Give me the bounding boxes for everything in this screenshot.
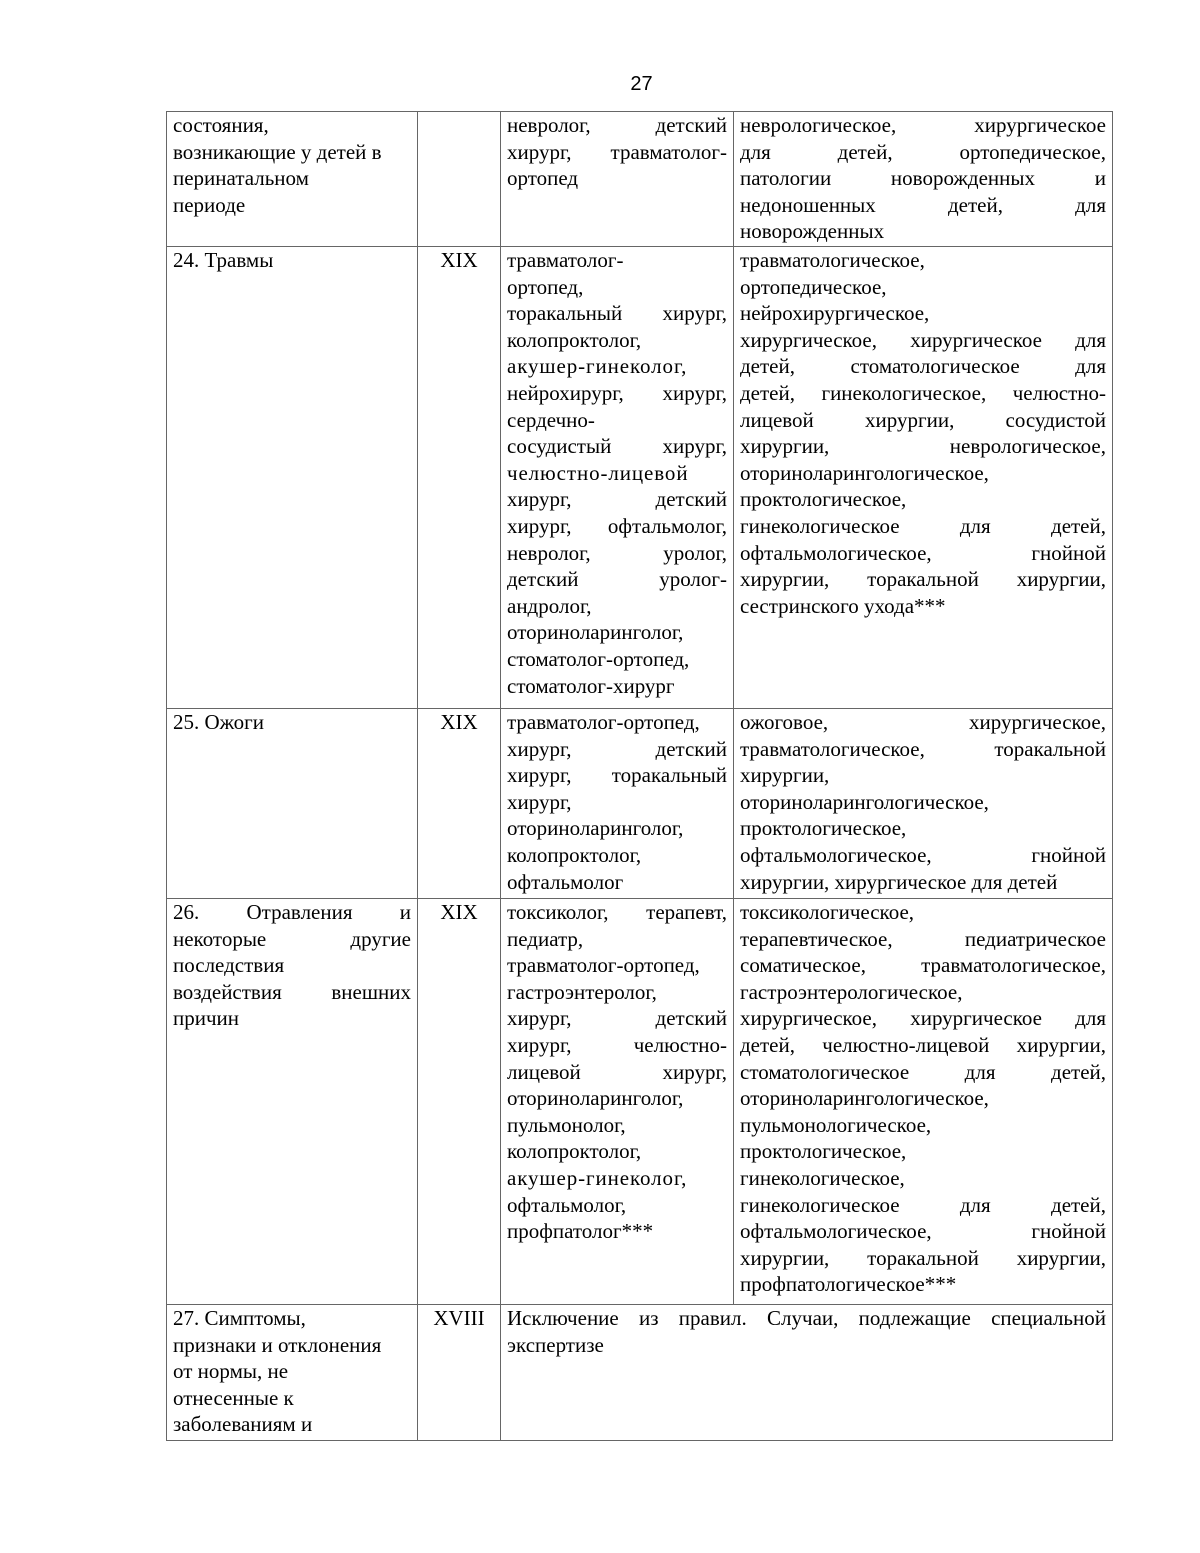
specialists-cell [501,899,734,1305]
specialists-line: офтальмолог [507,869,624,894]
icd-class-cell: XIX [418,247,501,709]
profiles-line: соматическое, травматологическое, [740,953,1106,978]
specialists-line: ортопед, [507,274,584,299]
profiles-line: проктологическое, [740,816,907,841]
disease-group-line: 27. Симптомы, [173,1306,306,1330]
profiles-line: профпатологическое*** [740,1272,957,1297]
profiles-line: травматологическое, [740,248,925,272]
profiles-line: хирургии, хирургическое для детей [740,869,1058,894]
specialists-line: хирург, офтальмолог, [507,513,727,538]
specialists-line: челюстно-лицевой [507,460,689,485]
profiles-cell [734,247,1113,709]
profiles-line: патологии новорожденных и [740,166,1106,191]
profiles-line: гастроэнтерологическое, [740,979,963,1004]
profiles-line: хирургии, неврологическое, [740,434,1106,459]
specialists-line: хирург, детский [507,736,727,761]
profiles-line: токсикологическое, [740,900,915,924]
disease-group-line: воздействия внешних [173,979,411,1004]
specialists-line: хирург, детский [507,487,727,512]
disease-group-cell [167,899,418,1305]
specialists-line: профпатолог*** [507,1219,654,1244]
specialists-line: токсиколог, терапевт, [507,900,727,924]
specialists-line: детский уролог- [507,567,727,592]
profiles-line: оториноларингологическое, [740,789,989,814]
profiles-line: недоношенных детей, для [740,192,1106,217]
disease-group-line: от нормы, не [173,1359,289,1384]
profiles-line: детей, гинекологическое, челюстно- [740,380,1106,405]
disease-group-line: перинатальном [173,166,309,191]
profiles-line: оториноларингологическое, [740,460,989,485]
disease-group-line: возникающие у детей в [173,139,382,164]
disease-group-line: причин [173,1006,240,1031]
icd-class-cell [418,112,501,247]
profiles-line: стоматологическое для детей, [740,1059,1106,1084]
icd-class-cell: XIX [418,709,501,899]
specialists-line: хирург, челюстно- [507,1032,727,1057]
table-row [167,112,1113,247]
profiles-line: офтальмологическое, гнойной [740,540,1106,565]
specialists-line: хирург, травматолог- [507,139,727,164]
specialists-line: стоматолог-хирург [507,673,675,698]
specialists-line: сердечно- [507,407,595,432]
disease-group-line: состояния, [173,113,269,137]
table-row [167,709,1113,899]
profiles-line: детей, стоматологическое для [740,354,1106,379]
specialists-line: оториноларинголог, [507,1086,684,1111]
table-row [167,247,1113,709]
disease-group-line: последствия [173,953,285,978]
profiles-line: хирургическое, хирургическое для [740,327,1106,352]
profiles-line: проктологическое, [740,487,907,512]
specialists-line: ортопед [507,166,579,191]
profiles-line: хирургии, [740,763,830,788]
disease-profile-table [166,111,1113,1441]
profiles-line: нейрохирургическое, [740,301,930,326]
profiles-cell [734,112,1113,247]
specialists-line: колопроктолог, [507,842,642,867]
profiles-cell [734,899,1113,1305]
specialists-line: сосудистый хирург, [507,434,727,459]
merged-note-cell [501,1305,1113,1441]
table-row [167,899,1113,1305]
profiles-line: травматологическое, торакальной [740,736,1106,761]
profiles-line: офтальмологическое, гнойной [740,842,1106,867]
specialists-line: нейрохирург, хирург, [507,380,727,405]
disease-group-line: 26. Отравления и [173,900,411,924]
specialists-line: андролог, [507,593,592,618]
specialists-line: невролог, детский [507,113,727,137]
specialists-line: колопроктолог, [507,1139,642,1164]
specialists-line: пульмонолог, [507,1112,626,1137]
profiles-line: хирургии, торакальной хирургии, [740,567,1106,592]
icd-class-cell: XIX [418,899,501,1305]
profiles-line: хирургическое, хирургическое для [740,1006,1106,1031]
profiles-cell [734,709,1113,899]
specialists-line: невролог, уролог, [507,540,727,565]
note-line: Исключение из правил. Случаи, подлежащие специальной [507,1306,1106,1330]
disease-group-line: заболеваниям и [173,1412,313,1437]
profiles-line: детей, челюстно-лицевой хирургии, [740,1032,1106,1057]
profiles-line: сестринского ухода*** [740,593,946,618]
profiles-line: оториноларингологическое, [740,1086,989,1111]
profiles-line: новорожденных [740,219,885,244]
table-row [167,1305,1113,1441]
specialists-line: хирург, торакальный [507,763,727,788]
note-line: экспертизе [507,1332,604,1357]
page-number: 27 [630,73,653,95]
disease-group-cell [167,247,418,709]
specialists-cell [501,247,734,709]
profiles-line: гинекологическое для детей, [740,1192,1106,1217]
specialists-line: гастроэнтеролог, [507,979,657,1004]
disease-group-line: периоде [173,192,246,217]
specialists-line: акушер-гинеколог, [507,354,688,379]
specialists-line: хирург, [507,789,572,814]
profiles-line: гинекологическое для детей, [740,513,1106,538]
specialists-cell [501,112,734,247]
specialists-line: педиатр, [507,926,584,951]
profiles-line: ожоговое, хирургическое, [740,710,1106,734]
specialists-line: стоматолог-ортопед, [507,646,690,671]
profiles-line: офтальмологическое, гнойной [740,1219,1106,1244]
specialists-line: травматолог-ортопед, [507,710,700,734]
disease-group-line: признаки и отклонения [173,1332,382,1357]
specialists-line: травматолог-ортопед, [507,953,700,978]
profiles-line: хирургии, торакальной хирургии, [740,1245,1106,1270]
disease-group-cell [167,1305,418,1441]
profiles-line: для детей, ортопедическое, [740,139,1106,164]
profiles-line: проктологическое, [740,1139,907,1164]
disease-group-line: некоторые другие [173,926,411,951]
disease-group-line: 25. Ожоги [173,710,265,734]
specialists-cell [501,709,734,899]
disease-group-cell [167,709,418,899]
specialists-line: офтальмолог, [507,1192,627,1217]
profiles-line: терапевтическое, педиатрическое [740,926,1106,951]
profiles-line: гинекологическое, [740,1165,905,1190]
specialists-line: хирург, детский [507,1006,727,1031]
profiles-line: пульмонологическое, [740,1112,932,1137]
profiles-line: неврологическое, хирургическое [740,113,1106,137]
disease-group-cell [167,112,418,247]
profiles-line: лицевой хирургии, сосудистой [740,407,1106,432]
specialists-line: лицевой хирург, [507,1059,727,1084]
disease-group-line: отнесенные к [173,1385,294,1410]
specialists-line: оториноларинголог, [507,816,684,841]
specialists-line: акушер-гинеколог, [507,1165,688,1190]
specialists-line: торакальный хирург, [507,301,727,326]
icd-class-cell: XVIII [418,1305,501,1441]
profiles-line: ортопедическое, [740,274,887,299]
disease-group-line: 24. Травмы [173,248,274,272]
specialists-line: травматолог- [507,248,624,272]
specialists-line: колопроктолог, [507,327,642,352]
specialists-line: оториноларинголог, [507,620,684,645]
